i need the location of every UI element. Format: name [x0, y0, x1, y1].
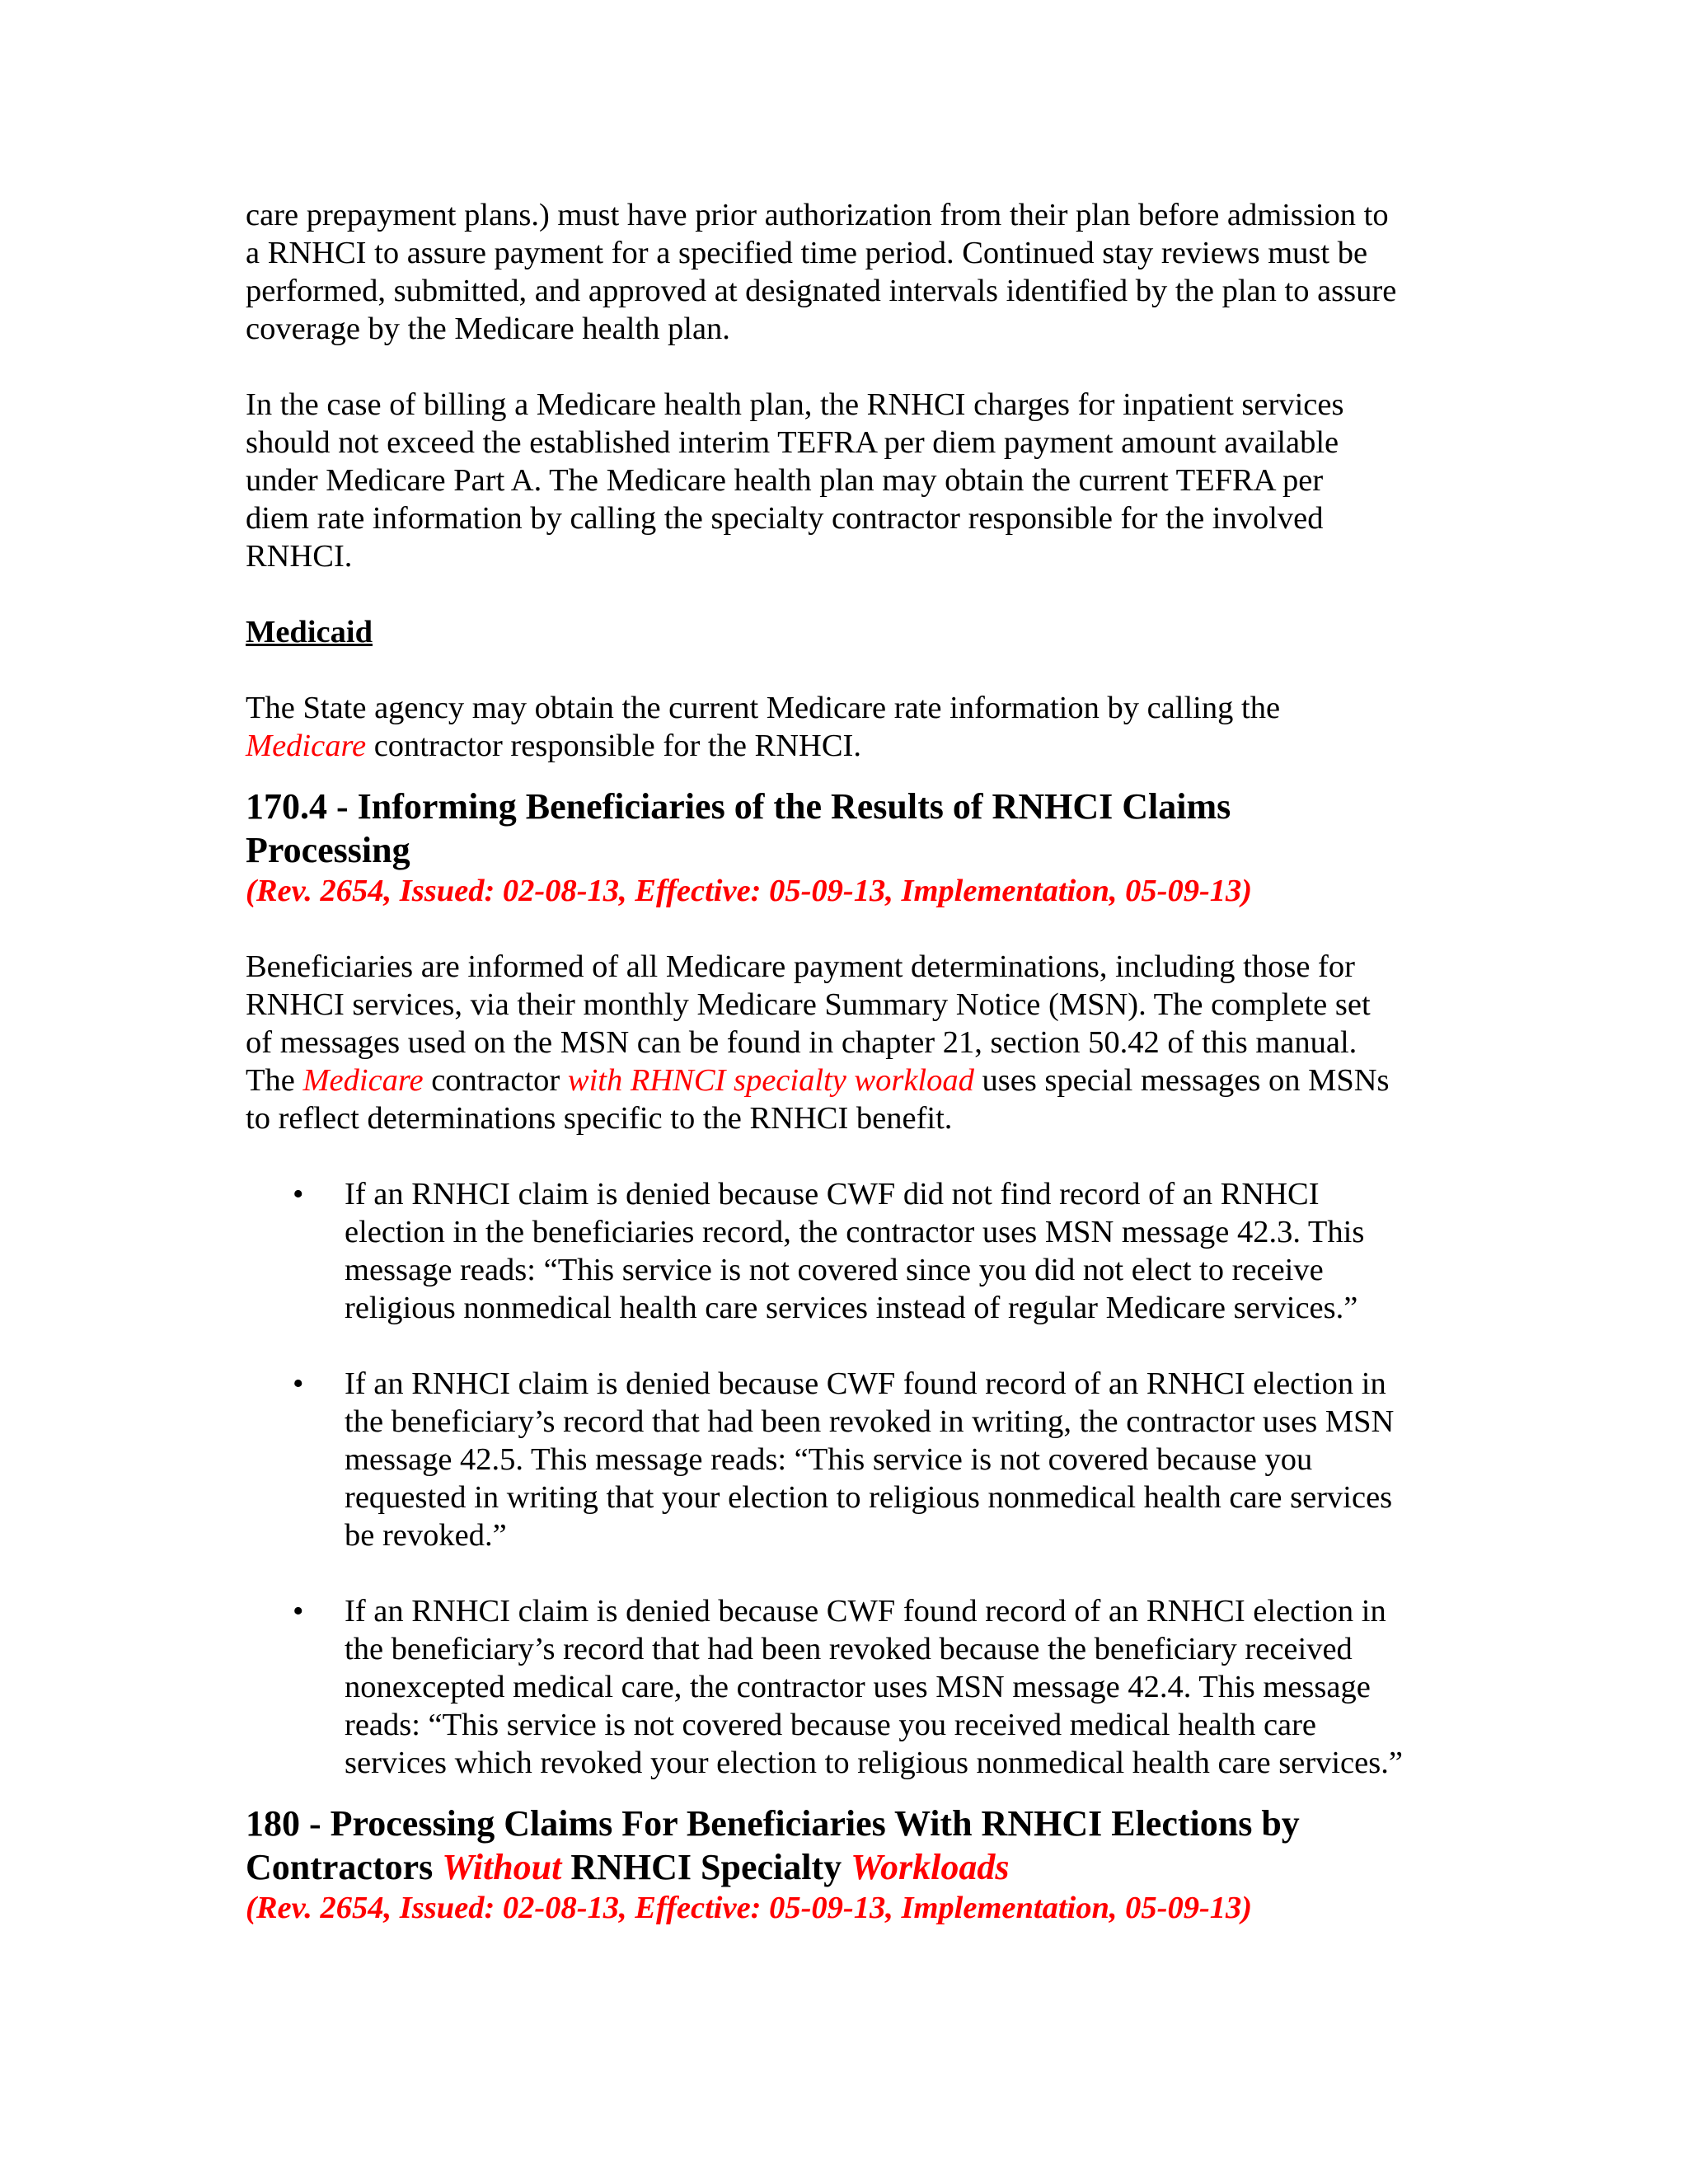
text-line: of messages used on the MSN can be found in chapter 21, section 50.42 of this manual.	[246, 1025, 1357, 1060]
section-180-heading	[246, 1802, 1449, 1927]
revision-text: with RHNCI specialty workload	[567, 1063, 974, 1098]
bullet-dot-icon: •	[293, 1594, 304, 1629]
text-line: coverage by the Medicare health plan.	[246, 312, 730, 346]
text-line: religious nonmedical health care services instead of regular Medicare services.”	[345, 1291, 1358, 1325]
text-line: reads: “This service is not covered because you received medical health care	[345, 1708, 1317, 1742]
text-line: The State agency may obtain the current Medicare rate information by calling the	[246, 691, 1281, 725]
document-page	[246, 196, 1449, 1927]
text-line	[246, 727, 1449, 765]
bullet-item-msn-42-5	[246, 1365, 1449, 1554]
text-line: message reads: “This service is not covered since you did not elect to receive	[345, 1253, 1324, 1287]
text-line: If an RNHCI claim is denied because CWF found record of an RNHCI election in	[345, 1594, 1386, 1629]
revision-text: Without	[442, 1847, 562, 1887]
revision-note: (Rev. 2654, Issued: 02-08-13, Effective: 05-09-13, Implementation, 05-09-13)	[246, 874, 1253, 908]
text-line: RNHCI services, via their monthly Medicare Summary Notice (MSN). The complete set	[246, 987, 1371, 1022]
bullet-item-msn-42-3	[246, 1175, 1449, 1327]
text-line: nonexcepted medical care, the contractor uses MSN message 42.4. This message	[345, 1670, 1371, 1704]
text-fragment: RNHCI Specialty	[561, 1847, 851, 1887]
text-line: election in the beneficiaries record, the contractor uses MSN message 42.3. This	[345, 1215, 1365, 1249]
section-title-line: Processing	[246, 830, 410, 870]
revision-text: Medicare	[302, 1063, 424, 1098]
text-fragment: contractor	[423, 1063, 568, 1098]
bullet-dot-icon: •	[293, 1366, 304, 1401]
text-line: diem rate information by calling the specialty contractor responsible for the involved	[246, 501, 1324, 536]
text-line: be revoked.”	[345, 1518, 507, 1553]
section-170-4-heading	[246, 785, 1449, 910]
paragraph-billing-health-plan	[246, 386, 1449, 575]
text-fragment: The	[246, 1063, 303, 1098]
text-fragment: uses special messages on MSNs	[973, 1063, 1390, 1098]
text-line: the beneficiary’s record that had been revoked in writing, the contractor uses MSN	[345, 1404, 1395, 1439]
text-line: performed, submitted, and approved at designated intervals identified by the plan to assure	[246, 274, 1397, 308]
text-fragment: Contractors	[246, 1847, 443, 1887]
text-line: under Medicare Part A. The Medicare health plan may obtain the current TEFRA per	[246, 463, 1324, 498]
section-title-line: 170.4 - Informing Beneficiaries of the Results of RNHCI Claims	[246, 786, 1231, 827]
revision-text: Medicare	[246, 729, 367, 763]
text-line: should not exceed the established interim TEFRA per diem payment amount available	[246, 425, 1339, 460]
text-line: RNHCI.	[246, 539, 353, 574]
text-line: If an RNHCI claim is denied because CWF found record of an RNHCI election in	[345, 1366, 1386, 1401]
text-line: message 42.5. This message reads: “This service is not covered because you	[345, 1442, 1313, 1477]
bullet-dot-icon: •	[293, 1177, 304, 1212]
text-line: the beneficiary’s record that had been revoked because the beneficiary received	[345, 1632, 1353, 1666]
revision-text: Workloads	[851, 1847, 1010, 1887]
text-line: If an RNHCI claim is denied because CWF did not find record of an RNHCI	[345, 1177, 1320, 1212]
text-line: In the case of billing a Medicare health plan, the RNHCI charges for inpatient services	[246, 387, 1344, 422]
paragraph-beneficiaries-informed	[246, 948, 1449, 1137]
medicaid-heading: Medicaid	[246, 615, 373, 649]
text-line: requested in writing that your election to religious nonmedical health care services	[345, 1480, 1393, 1515]
text-fragment: contractor responsible for the RNHCI.	[366, 729, 861, 763]
section-title-line	[246, 1845, 1449, 1889]
section-title-line: 180 - Processing Claims For Beneficiaries With RNHCI Elections by	[246, 1803, 1300, 1844]
paragraph-prior-authorization	[246, 196, 1449, 348]
text-line: to reflect determinations specific to the RNHCI benefit.	[246, 1101, 953, 1136]
text-line: services which revoked your election to religious nonmedical health care services.”	[345, 1746, 1403, 1780]
revision-note: (Rev. 2654, Issued: 02-08-13, Effective: 05-09-13, Implementation, 05-09-13)	[246, 1891, 1253, 1925]
paragraph-state-agency	[246, 689, 1449, 765]
text-line: care prepayment plans.) must have prior authorization from their plan before admission to	[246, 198, 1389, 232]
text-line: Beneficiaries are informed of all Medicare payment determinations, including those for	[246, 949, 1355, 984]
text-line	[246, 1062, 1449, 1099]
text-line: a RNHCI to assure payment for a specified time period. Continued stay reviews must be	[246, 236, 1368, 270]
bullet-item-msn-42-4	[246, 1592, 1449, 1782]
